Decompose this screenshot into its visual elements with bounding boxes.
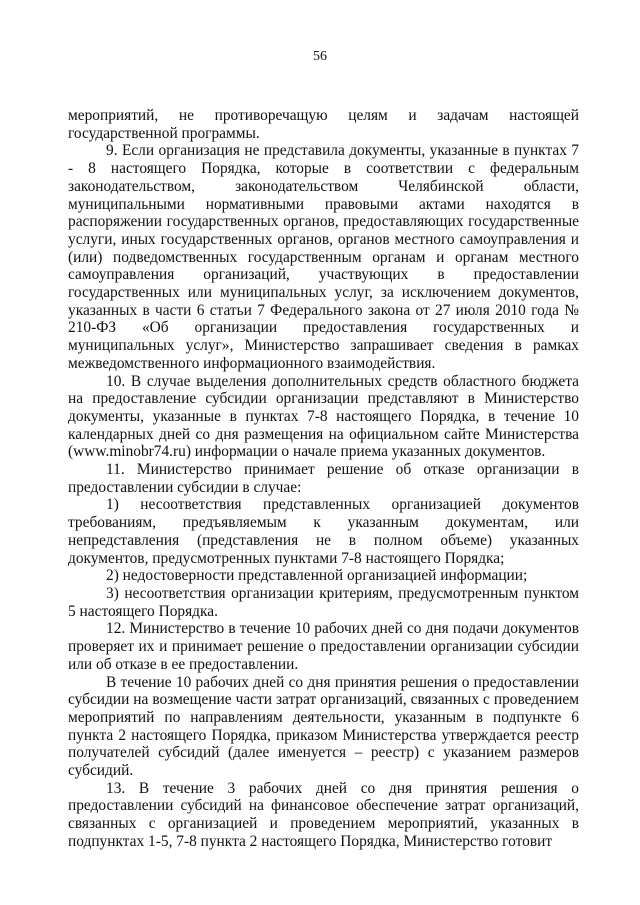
subitem-3: 3) несоответствия организации критериям, предусмотренным пунктом 5 настоящего Порядка. bbox=[68, 584, 579, 620]
page-number: 56 bbox=[313, 49, 327, 64]
subitem-1: 1) несоответствия представленных организацией документов требованиям, предъявляемым к указанным документам, или непредставления (представления не в полном объеме) указанных документов, предусмотренных пунктами 7-8 настоящего Порядка; bbox=[68, 496, 579, 567]
document-body bbox=[68, 107, 579, 851]
paragraph-item-11: 11. Министерство принимает решение об отказе организации в предоставлении субсидии в случае: bbox=[68, 461, 579, 496]
paragraph-continuation: мероприятий, не противоречащую целям и задачам настоящей государственной программы. bbox=[68, 107, 579, 142]
paragraph-item-12: 12. Министерство в течение 10 рабочих дней со дня подачи документов проверяет их и принимает решение о предоставлении организации субсидии или об отказе в ее предоставлении. bbox=[68, 620, 579, 673]
paragraph-registry: В течение 10 рабочих дней со дня принятия решения о предоставлении субсидии на возмещение части затрат организаций, связанных с проведением мероприятий по направлениям деятельности, указанным в подпункте 6 пункта 2 настоящего Порядка, приказом Министерства утверждается реестр получателей субсидий (далее именуется – реестр) с указанием размеров субсидий. bbox=[68, 673, 579, 780]
paragraph-item-13: 13. В течение 3 рабочих дней со дня принятия решения о предоставлении субсидий на финансовое обеспечение затрат организаций, связанных с организацией и проведением мероприятий, указанных в подпунктах 1-5, 7-8 пункта 2 настоящего Порядка, Министерство готовит bbox=[68, 779, 579, 850]
paragraph-item-9: 9. Если организация не представила документы, указанные в пунктах 7 - 8 настоящего Порядка, которые в соответствии с федеральным законодательством, законодательством Челябинской области, муниципальными нормативными правовыми актами находятся в распоряжении государственных органов, предоставляющих государственные услуги, иных государственных органов, органов местного самоуправления и (или) подведомственных государственным органам и органам местного самоуправления организаций, участвующих в предоставлении государственных или муниципальных услуг, за исключением документов, указанных в части 6 статьи 7 Федерального закона от 27 июля 2010 года № 210-ФЗ «Об организации предоставления государственных и муниципальных услуг», Министерство запрашивает сведения в рамках межведомственного информационного взаимодействия. bbox=[68, 142, 579, 372]
paragraph-item-10: 10. В случае выделения дополнительных средств областного бюджета на предоставление субсидии организации представляют в Министерство документы, указанные в пунктах 7-8 настоящего Порядка, в течение 10 календарных дней со дня размещения на официальном сайте Министерства (www.minobr74.ru) информации о начале приема указанных документов. bbox=[68, 372, 579, 461]
subitem-2: 2) недостоверности представленной организацией информации; bbox=[106, 567, 528, 585]
